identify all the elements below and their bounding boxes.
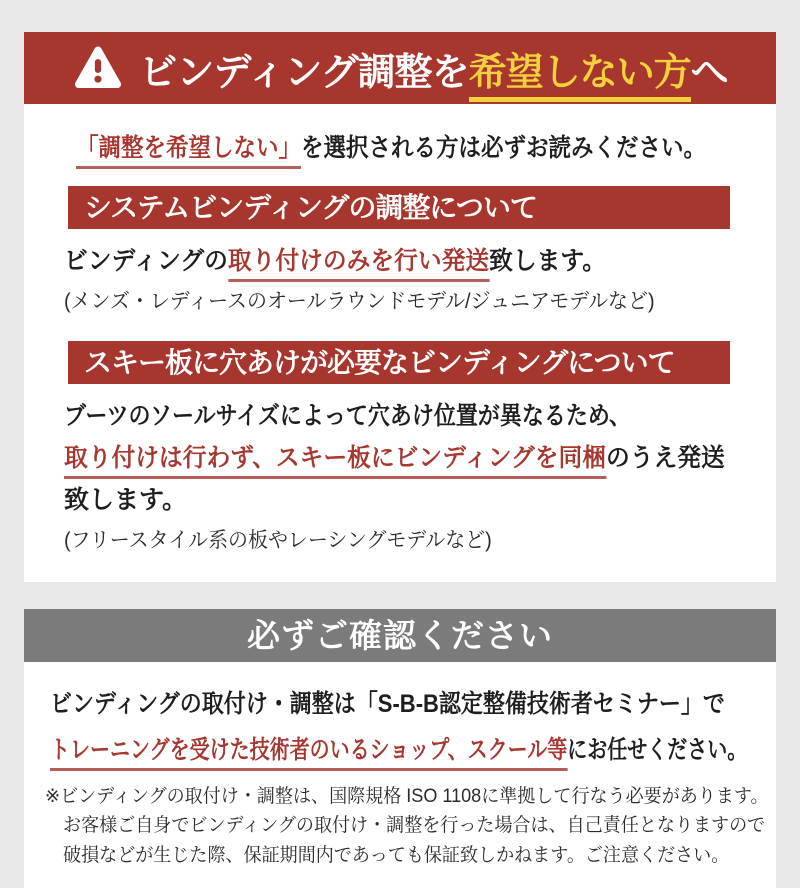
section-heading-system-binding: システムビンディングの調整について [68,186,730,229]
system-body-pre: ビンディングの [64,247,228,275]
system-body-post: 致します。 [489,247,607,275]
section-heading-drill-binding: スキー板に穴あけが必要なビンディングについて [68,341,730,384]
confirm-line2-highlight: トレーニングを受けた技術者のいるショップ、スクール等 [50,736,567,771]
confirm-line2-post: にお任せください。 [567,736,748,764]
confirm-card [24,609,776,888]
system-body-highlight: 取り付けのみを行い発送 [228,247,489,282]
drill-body-line2 [64,438,740,474]
banner-title-highlight: 希望しない方 [469,52,691,102]
banner-title-pre: ビンディング調整を [139,51,469,94]
footnote-line1-text: ビンディングの取付け・調整は、国際規格 ISO 1108に準拠して行なう必要があります。 [60,786,769,807]
banner-title-post: へ [690,51,728,94]
system-binding-body [64,241,740,277]
footnote-marker: ※ [45,786,61,807]
warning-banner [24,32,776,104]
footnote-line1 [45,782,769,811]
drill-body-highlight: 取り付けは行わず、スキー板にビンディングを同梱 [64,444,606,479]
confirm-heading: 必ずご確認ください [24,609,776,662]
policy-content [24,104,776,582]
confirm-line2 [50,730,748,766]
lead-rest: を選択される方は必ずお読みください。 [301,134,707,162]
drill-body-line3: 致します。 [64,486,188,514]
policy-card [24,32,776,582]
drill-body-line1: ブーツのソールサイズによって穴あけ位置が異なるため、 [64,402,631,430]
drill-binding-note: (フリースタイル系の板やレーシングモデルなど) [64,529,492,552]
lead-highlight: 「調整を希望しない」 [76,134,301,169]
banner-title [139,41,727,96]
footnote-line2: お客様ご自身でビンディングの取付け・調整を行った場合は、自己責任となりますので [63,815,766,837]
drill-body-line2-post: のうえ発送 [605,444,725,472]
lead-sentence [76,128,706,164]
confirm-line1: ビンディングの取付け・調整は「S-B-B認定整備技術者セミナー」で [50,690,725,718]
confirm-content [24,662,776,888]
footnote-line3: 破損などが生じた際、保証期間内であっても保証致しかねます。ご注意ください。 [63,844,730,866]
warning-triangle-icon [72,44,124,92]
footnote-block [45,782,769,870]
system-binding-note: (メンズ・レディースのオールラウンドモデル/ジュニアモデルなど) [64,290,655,313]
